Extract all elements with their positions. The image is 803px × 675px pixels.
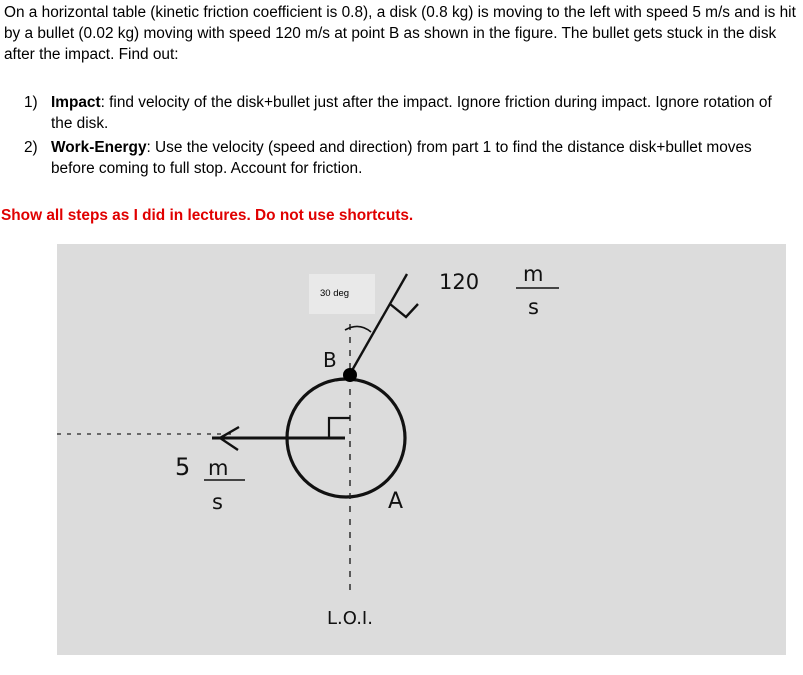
task-title: Work-Energy (51, 139, 147, 156)
task-list (24, 92, 794, 182)
task-text: : find velocity of the disk+bullet just after the impact. Ignore friction during impact. Ignore rotation of the disk. (51, 94, 772, 132)
task-item (24, 92, 794, 134)
point-b-dot (343, 368, 357, 382)
bullet-arrowhead (390, 304, 418, 317)
problem-intro: On a horizontal table (kinetic friction coefficient is 0.8), a disk (0.8 kg) is moving to the left with speed 5 m/s and is hit by a bullet (0.02 kg) moving with speed 120 m/s at point B as shown in the figure. The bullet gets stuck in the disk after the impact. Find out: (4, 4, 796, 63)
line-of-impact-label: L.O.I. (327, 608, 373, 629)
bullet-speed-unit-bottom: s (528, 295, 539, 319)
instruction-warning: Show all steps as I did in lectures. Do not use shortcuts. (1, 207, 414, 224)
task-number: 1) (24, 94, 38, 111)
angle-label: 30 deg (320, 288, 350, 299)
task-item (24, 137, 794, 179)
bullet-speed-unit-top: m (523, 262, 544, 286)
figure-drawing (57, 244, 786, 655)
right-angle-marker (329, 418, 350, 438)
task-number: 2) (24, 139, 38, 156)
disk-speed-unit-bottom: s (212, 490, 223, 514)
disk-speed-unit-top: m (208, 456, 229, 480)
center-a-label: A (388, 489, 404, 514)
point-b-label: B (323, 348, 337, 372)
disk-speed-value: 5 (175, 453, 191, 481)
bullet-speed-value: 120 (439, 270, 480, 294)
problem-figure (57, 244, 786, 655)
angle-arc (345, 326, 371, 332)
task-title: Impact (51, 94, 101, 111)
task-text: : Use the velocity (speed and direction) from part 1 to find the distance disk+bullet moves before coming to full stop. Account for friction. (51, 139, 752, 177)
angle-label-box (309, 274, 375, 314)
